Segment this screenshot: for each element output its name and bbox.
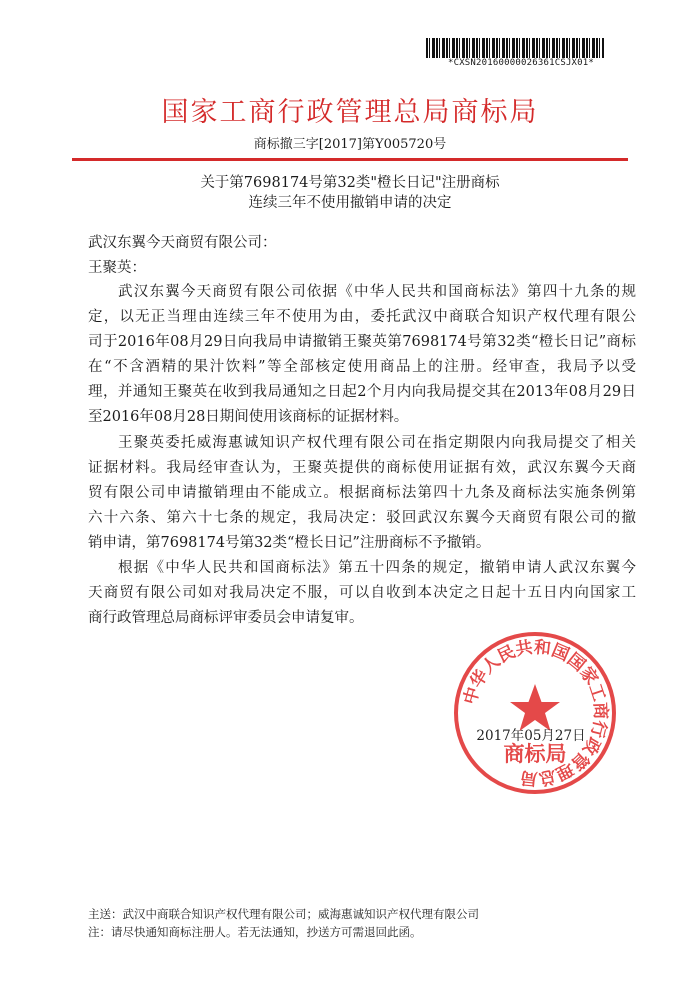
body-line: 至2016年08月28日期间使用该商标的证据材料。 xyxy=(88,409,409,425)
serial-code: *CXSN20160000026361CSJX01* xyxy=(447,58,595,68)
body-line: 王聚英委托威海惠诚知识产权代理有限公司在指定期限内向我局提交了相关 xyxy=(118,435,636,451)
body-line: 在“不含酒精的果汁饮料”等全部核定使用商品上的注册。经审查，我局予以受 xyxy=(88,359,636,375)
seal-ring-textpath: 中华人民共和国国家工商行政管理总局 xyxy=(460,637,611,789)
organization-title: 国家工商行政管理总局商标局 xyxy=(161,97,539,128)
body-line: 武汉东翼今天商贸有限公司依据《中华人民共和国商标法》第四十九条的规 xyxy=(118,284,636,300)
body-line: 根据《中华人民共和国商标法》第五十四条的规定，撤销申请人武汉东翼今 xyxy=(118,560,636,576)
body-line: 六十六条、第六十七条的规定，我局决定：驳回武汉东翼今天商贸有限公司的撤 xyxy=(88,510,636,526)
seal-center-text: 商标局 xyxy=(503,742,567,766)
subject-heading xyxy=(0,173,700,213)
red-divider xyxy=(72,158,628,161)
footer-note: 注：请尽快通知商标注册人。若无法通知，抄送方可需退回此函。 xyxy=(88,925,422,939)
body-line: 商行政管理总局商标评审委员会申请复审。 xyxy=(88,610,364,626)
body-line: 天商贸有限公司如对我局决定不服，可以自收到本决定之日起十五日内向国家工 xyxy=(88,585,636,601)
seal-date: 2017年05月27日 xyxy=(476,728,586,744)
barcode xyxy=(426,38,604,58)
body-line: 定，以无正当理由连续三年不使用为由，委托武汉中商联合知识产权代理有限公 xyxy=(88,309,636,325)
addressee-line: 武汉东翼今天商贸有限公司： xyxy=(88,235,277,251)
body-line: 理，并通知王聚英在收到我局通知之日起2个月内向我局提交其在2013年08月29日 xyxy=(88,384,636,400)
subject-line: 连续三年不使用撤销申请的决定 xyxy=(248,195,452,211)
body-line: 贸有限公司申请撤销理由不能成立。根据商标法第四十九条及商标法实施条例第 xyxy=(88,485,636,501)
addressee-line: 王聚英： xyxy=(88,260,146,276)
document-number: 商标撤三字[2017]第Y005720号 xyxy=(253,137,447,152)
body-line: 司于2016年08月29日向我局申请撤销王聚英第7698174号第32类“橙长日记”商标 xyxy=(88,334,636,350)
body-line: 销申请，第7698174号第32类“橙长日记”注册商标不予撤销。 xyxy=(88,535,491,551)
subject-line: 关于第7698174号第32类"橙长日记"注册商标 xyxy=(200,175,500,191)
official-seal xyxy=(452,630,618,796)
body-line: 证据材料。我局经审查认为，王聚英提供的商标使用证据有效，武汉东翼今天商 xyxy=(88,460,636,476)
footer-cc: 主送：武汉中商联合知识产权代理有限公司；威海惠诚知识产权代理有限公司 xyxy=(88,907,479,921)
